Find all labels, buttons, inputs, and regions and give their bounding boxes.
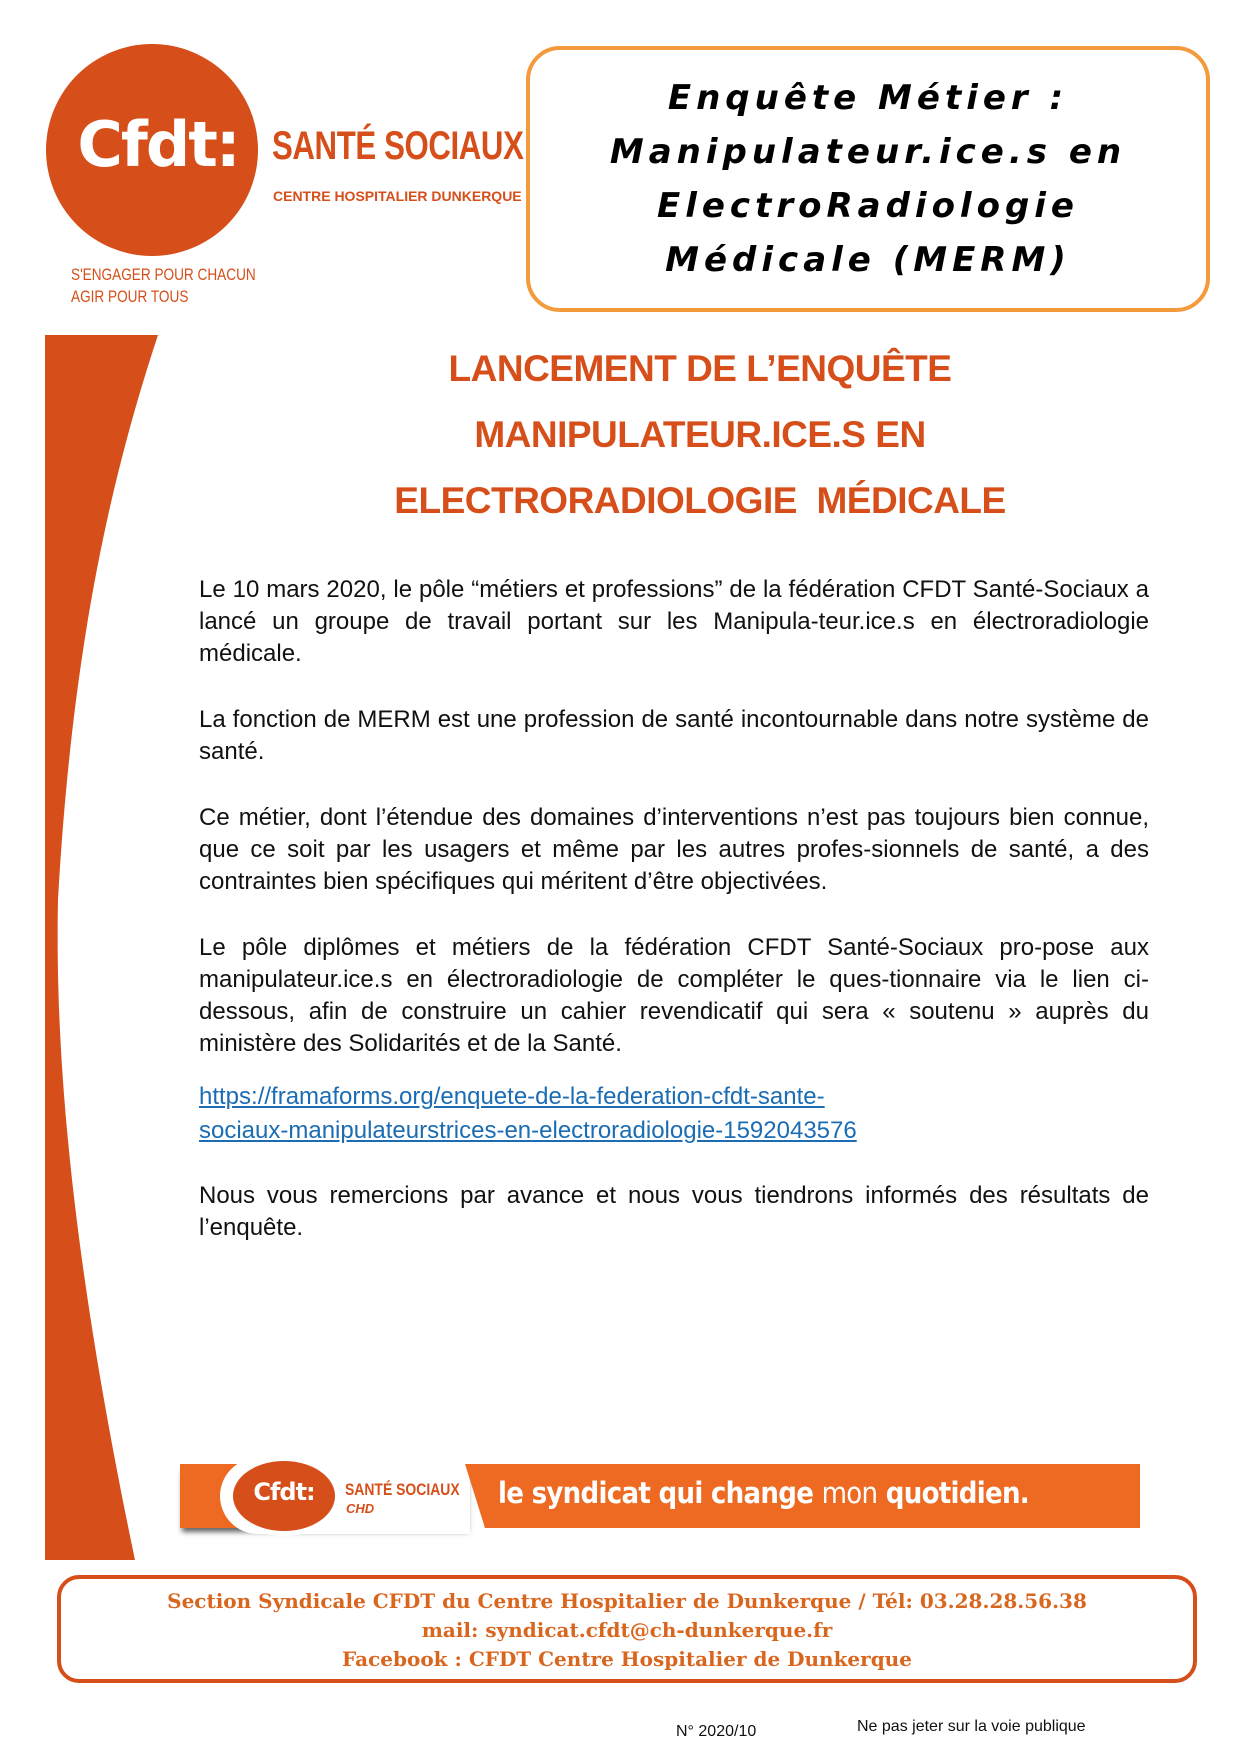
banner-slogan-after: quotidien. xyxy=(877,1476,1030,1510)
banner-slogan-highlight: mon xyxy=(821,1476,878,1510)
logo-brand: SANTÉ SOCIAUX xyxy=(272,124,524,168)
issue-number: N° 2020/10 xyxy=(676,1723,757,1740)
strip-shape xyxy=(45,335,158,1560)
banner-slogan xyxy=(498,1476,1029,1510)
logo-slogan-line2: AGIR POUR TOUS xyxy=(71,287,189,306)
paragraph-metier: Ce métier, dont l’étendue des domaines d’interventions n’est pas toujours bien connue, que ce soit par les usagers et même par les autres profes-sionnels de santé, a des contraintes bien spécifiques qui méritent d’être objectivées. xyxy=(199,804,1149,895)
disposal-notice: Ne pas jeter sur la voie publique xyxy=(857,1718,1086,1735)
main-heading xyxy=(250,336,1150,534)
logo-wordmark: Cfdt: xyxy=(77,108,239,181)
slogan-banner xyxy=(180,1464,1140,1528)
title-line: Manipulateur.ice.s en xyxy=(609,132,1127,172)
heading-line: LANCEMENT DE L’ENQUÊTE xyxy=(448,348,952,389)
paragraph-merm: La fonction de MERM est une profession de santé incontournable dans notre système de santé. xyxy=(199,706,1149,765)
title-line: ElectroRadiologie xyxy=(656,186,1079,226)
contact-email: mail: syndicat.cfdt@ch-dunkerque.fr xyxy=(421,1618,833,1642)
banner-slogan-before: le syndicat qui change xyxy=(498,1476,822,1510)
contact-box xyxy=(57,1575,1197,1683)
title-line: Enquête Métier : xyxy=(667,78,1069,118)
body-text xyxy=(199,574,1149,1278)
banner-unit: CHD xyxy=(346,1501,375,1516)
logo-slogan-line1: S'ENGAGER POUR CHACUN xyxy=(71,265,256,284)
title-box xyxy=(526,46,1210,312)
banner-brand: SANTÉ SOCIAUX xyxy=(345,1480,460,1499)
title-line: Médicale (MERM) xyxy=(665,240,1071,280)
survey-link-line1[interactable]: https://framaforms.org/enquete-de-la-federation-cfdt-sante- xyxy=(199,1083,825,1110)
banner-wordmark: Cfdt: xyxy=(253,1478,315,1506)
heading-line: ELECTRORADIOLOGIE MÉDICALE xyxy=(394,480,1006,521)
logo-subtitle: CENTRE HOSPITALIER DUNKERQUE xyxy=(273,188,522,204)
survey-link[interactable] xyxy=(199,1080,1149,1148)
paragraph-questionnaire: Le pôle diplômes et métiers de la fédération CFDT Santé-Sociaux pro-pose aux manipulateur.ice.s en électroradiologie de compléter le ques-tionnaire via le lien ci-dessous, afin de construire un cahier revendicatif qui sera « soutenu » auprès du ministère des Solidarités et de la Santé. xyxy=(199,934,1149,1057)
paragraph-closing: Nous vous remercions par avance et nous vous tiendrons informés des résultats de l’enquête. xyxy=(199,1182,1149,1241)
logo-slogan xyxy=(71,264,256,308)
contact-section-phone: Section Syndicale CFDT du Centre Hospitalier de Dunkerque / Tél: 03.28.28.56.38 xyxy=(167,1589,1087,1613)
paragraph-intro: Le 10 mars 2020, le pôle “métiers et professions” de la fédération CFDT Santé-Sociaux a lancé un groupe de travail portant sur les Manipula-teur.ice.s en électroradiologie médicale. xyxy=(199,576,1149,667)
contact-facebook: Facebook : CFDT Centre Hospitalier de Dunkerque xyxy=(342,1647,912,1671)
survey-link-line2[interactable]: sociaux-manipulateurstrices-en-electroradiologie-1592043576 xyxy=(199,1117,857,1144)
heading-line: MANIPULATEUR.ICE.S EN xyxy=(474,414,926,455)
